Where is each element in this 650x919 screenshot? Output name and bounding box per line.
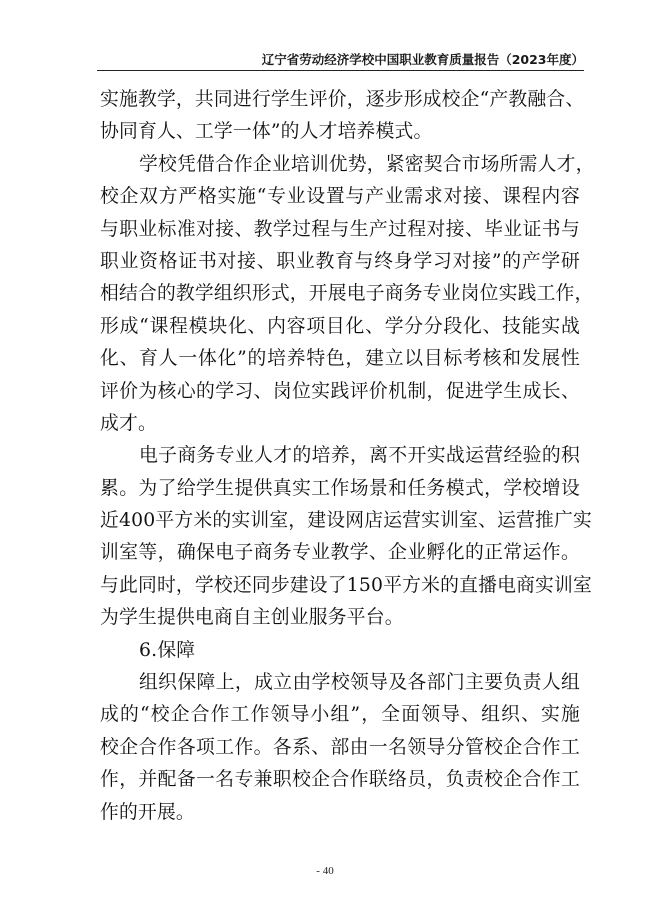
running-header: 辽宁省劳动经济学校中国职业教育质量报告（2023年度） (261, 52, 584, 67)
text-line: 成才。 (100, 412, 157, 434)
text-line: 校企双方严格实施“专业设置与产业需求对接、课程内容 (100, 186, 580, 208)
text-line: 与此同时，学校还同步建设了150平方米的直播电商实训室 (100, 574, 592, 596)
text-line: 累。为了给学生提供真实工作场景和任务模式，学校增设 (100, 477, 580, 499)
text-line: 协同育人、工学一体”的人才培养模式。 (100, 121, 433, 143)
text-line: 与职业标准对接、教学过程与生产过程对接、毕业证书与 (100, 218, 580, 240)
text-line: 化、育人一体化”的培养特色，建立以目标考核和发展性 (100, 348, 580, 370)
text-line: 职业资格证书对接、职业教育与终身学习对接”的产学研 (100, 250, 580, 272)
paragraph-first-line: 电子商务专业人才的培养，离不开实战运营经验的积 (139, 445, 580, 467)
text-line: 校企合作各项工作。各系、部由一名领导分管校企合作工 (100, 736, 580, 758)
text-line: 作的开展。 (100, 801, 195, 823)
text-line: 为学生提供电商自主创业服务平台。 (100, 607, 404, 629)
text-line: 形成“课程模块化、内容项目化、学分分段化、技能实战 (100, 315, 580, 337)
text-line: 训室等，确保电子商务专业教学、企业孵化的正常运作。 (100, 542, 580, 564)
paragraph-first-line: 组织保障上，成立由学校领导及各部门主要负责人组 (139, 672, 580, 694)
text-line: 近400平方米的实训室，建设网店运营实训室、运营推广实 (100, 510, 592, 532)
page-number: - 40 (316, 865, 334, 877)
document-body (100, 84, 595, 829)
text-line: 相结合的教学组织形式，开展电子商务专业岗位实践工作， (100, 283, 594, 305)
header-divider (97, 70, 584, 71)
text-line: 作，并配备一名专兼职校企合作联络员，负责校企合作工 (100, 769, 580, 791)
text-line: 成的“校企合作工作领导小组”，全面领导、组织、实施 (100, 704, 580, 726)
text-line: 评价为核心的学习、岗位实践评价机制，促进学生成长、 (100, 380, 580, 402)
text-line: 实施教学，共同进行学生评价，逐步形成校企“产教融合、 (100, 89, 585, 110)
section-heading: 6.保障 (139, 639, 196, 661)
paragraph-first-line: 学校凭借合作企业培训优势，紧密契合市场所需人才， (139, 153, 595, 175)
